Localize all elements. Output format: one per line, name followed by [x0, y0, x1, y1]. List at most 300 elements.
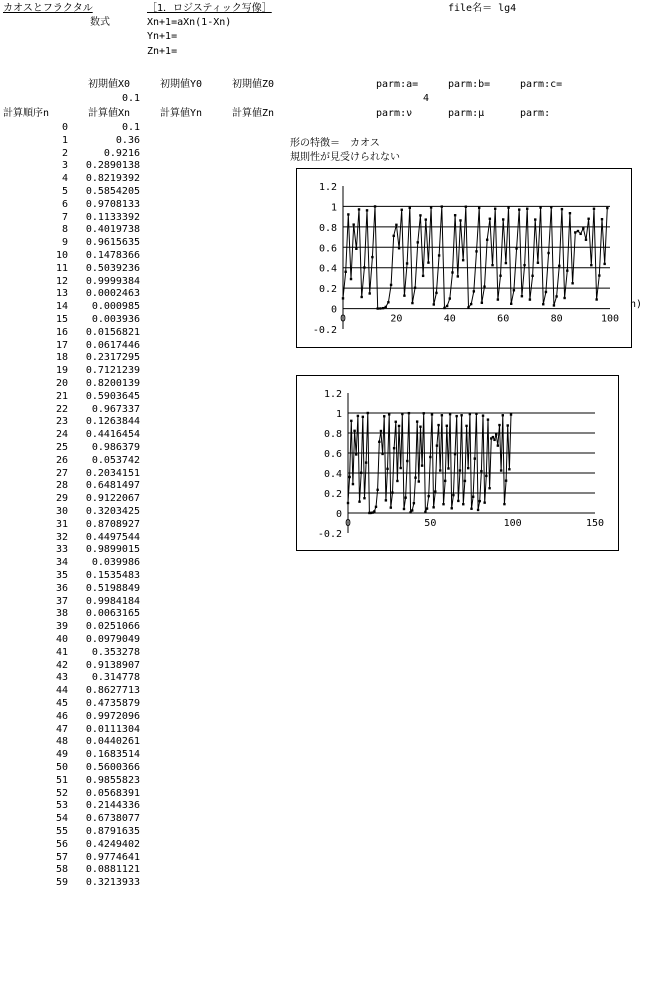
table-row — [0, 148, 145, 161]
data-point — [352, 483, 354, 485]
table-row — [0, 749, 145, 762]
data-point — [376, 489, 378, 491]
col-calc-y-header: 計算値Yn — [160, 108, 203, 119]
table-row — [0, 775, 145, 788]
row-value-xn[interactable]: 0.4416454 — [85, 429, 140, 441]
data-point — [585, 239, 587, 241]
data-point — [462, 503, 464, 505]
data-point — [391, 491, 393, 493]
x-tick-label: 0 — [339, 313, 347, 325]
y-tick-label: 0.2 — [318, 284, 337, 296]
table-row — [0, 826, 145, 839]
data-point — [434, 490, 436, 492]
row-value-xn[interactable]: 0.9216 — [103, 147, 140, 159]
data-point — [348, 476, 350, 478]
row-value-xn[interactable]: 0.8708927 — [85, 518, 140, 530]
data-point — [430, 206, 432, 208]
data-point — [529, 298, 531, 300]
data-point — [459, 469, 461, 471]
row-value-xn[interactable]: 0.053742 — [91, 454, 140, 466]
data-point — [467, 467, 469, 469]
row-value-xn[interactable]: 0.36 — [115, 134, 140, 146]
row-value-xn[interactable]: 0.003936 — [91, 314, 140, 325]
data-point — [464, 480, 466, 482]
table-row — [0, 877, 145, 890]
data-point — [451, 507, 453, 509]
data-point — [432, 506, 434, 508]
data-point — [424, 511, 426, 513]
data-point — [569, 212, 571, 214]
row-value-xn[interactable]: 0.986379 — [91, 442, 140, 453]
data-point — [379, 307, 381, 309]
data-point — [446, 305, 448, 307]
row-index: 25 — [55, 442, 68, 453]
data-point — [401, 209, 403, 211]
series-line — [348, 413, 511, 513]
row-index: 17 — [55, 339, 68, 351]
row-index: 47 — [55, 723, 68, 735]
data-point — [470, 508, 472, 510]
data-point — [439, 469, 441, 471]
row-index: 55 — [55, 826, 68, 837]
row-value-xn[interactable]: 0.4735879 — [85, 698, 140, 709]
y-tick-label: 1 — [335, 409, 342, 420]
data-point — [547, 252, 549, 254]
row-value-xn[interactable]: 0.8219392 — [85, 173, 140, 185]
data-point — [398, 425, 400, 427]
table-row — [0, 788, 145, 801]
data-point — [477, 509, 479, 511]
data-point — [441, 205, 443, 207]
data-point — [590, 264, 592, 266]
data-point — [452, 494, 454, 496]
data-point — [593, 208, 595, 210]
data-point — [505, 479, 507, 481]
x-tick-label: 100 — [600, 313, 620, 325]
row-value-xn[interactable]: 0.0617446 — [85, 339, 140, 351]
y-tick-label: 1.2 — [318, 182, 337, 193]
row-value-xn[interactable]: 0.5903645 — [85, 390, 140, 402]
row-index: 0 — [61, 122, 68, 133]
row-index: 37 — [55, 595, 68, 607]
y-tick-label: 0 — [330, 304, 337, 316]
row-value-xn[interactable]: 0.3203425 — [85, 506, 140, 517]
table-row — [0, 199, 145, 212]
table-row — [0, 442, 145, 455]
y-tick-label: 0 — [335, 509, 342, 520]
row-value-xn[interactable]: 0.2890138 — [85, 160, 140, 172]
table-row — [0, 352, 145, 365]
data-point — [363, 266, 365, 268]
data-point — [465, 425, 467, 427]
data-point — [437, 424, 439, 426]
data-point — [513, 289, 515, 291]
row-index: 8 — [61, 224, 68, 236]
row-value-xn[interactable]: 0.8791635 — [85, 826, 140, 837]
row-value-xn[interactable]: 0.1 — [121, 122, 140, 133]
chart-1-overflow-label: n) — [630, 299, 643, 310]
data-point — [473, 290, 475, 292]
data-point — [385, 306, 387, 308]
row-value-xn[interactable]: 0.5600366 — [85, 762, 140, 773]
row-index: 44 — [55, 685, 68, 697]
data-point — [574, 231, 576, 233]
data-point — [413, 502, 415, 504]
data-point — [531, 275, 533, 277]
row-value-xn[interactable]: 0.5039236 — [85, 262, 140, 274]
row-value-xn[interactable]: 0.8200139 — [85, 378, 140, 389]
row-index: 19 — [55, 365, 68, 377]
row-value-xn[interactable]: 0.0440261 — [85, 736, 140, 748]
row-value-xn[interactable]: 0.1263844 — [85, 416, 140, 428]
data-point — [427, 261, 429, 263]
table-row — [0, 596, 145, 609]
data-point — [577, 230, 579, 232]
y-tick-label: 0.4 — [323, 469, 342, 480]
data-point — [478, 207, 480, 209]
init-z-label: 初期値Z0 — [232, 79, 275, 90]
section-title: ［1．ロジスティック写像］ — [147, 3, 272, 14]
row-value-xn[interactable]: 0.1478366 — [85, 250, 140, 261]
data-point — [469, 413, 471, 415]
table-row — [0, 314, 145, 327]
data-point — [483, 501, 485, 503]
data-point — [555, 295, 557, 297]
row-index: 42 — [55, 659, 68, 671]
data-point — [457, 275, 459, 277]
row-index: 49 — [55, 749, 68, 761]
row-index: 57 — [55, 851, 68, 863]
parm-mu-label: parm:μ — [448, 108, 485, 119]
table-row — [0, 506, 145, 519]
data-point — [493, 439, 495, 441]
y-tick-label: 0.8 — [323, 429, 342, 440]
data-point — [423, 412, 425, 414]
data-point — [383, 415, 385, 417]
data-point — [563, 297, 565, 299]
data-point — [393, 235, 395, 237]
table-row — [0, 519, 145, 532]
table-row — [0, 813, 145, 826]
data-point — [355, 453, 357, 455]
row-value-xn[interactable]: 0.9855823 — [85, 774, 140, 786]
file-name-label: file名＝ lg4 — [448, 3, 517, 14]
y-tick-label: 0.2 — [323, 489, 342, 500]
table-row — [0, 288, 145, 301]
data-point — [429, 456, 431, 458]
row-index: 27 — [55, 467, 68, 479]
row-index: 53 — [55, 800, 68, 812]
parm-a-value[interactable]: 4 — [423, 93, 430, 104]
data-point — [497, 444, 499, 446]
x-tick-label: 80 — [550, 313, 563, 325]
row-value-xn[interactable]: 0.2144336 — [85, 800, 140, 812]
row-value-xn[interactable]: 0.9615635 — [85, 237, 140, 249]
row-index: 56 — [55, 838, 68, 850]
data-point — [601, 218, 603, 220]
data-point — [474, 457, 476, 459]
row-value-xn[interactable]: 0.967337 — [91, 403, 140, 415]
y-tick-label: -0.2 — [312, 325, 337, 336]
data-point — [357, 415, 359, 417]
row-index: 40 — [55, 634, 68, 645]
table-row — [0, 250, 145, 263]
row-value-xn[interactable]: 0.1133392 — [85, 211, 140, 223]
row-index: 6 — [61, 198, 68, 210]
row-value-xn[interactable]: 0.0002463 — [85, 288, 140, 300]
table-row — [0, 455, 145, 468]
row-value-xn[interactable]: 0.1683514 — [85, 749, 140, 761]
table-row — [0, 583, 145, 596]
data-point — [385, 499, 387, 501]
x-tick-label: 50 — [424, 518, 437, 529]
data-point — [553, 304, 555, 306]
data-point — [587, 218, 589, 220]
table-row — [0, 711, 145, 724]
data-point — [388, 413, 390, 415]
data-point — [390, 284, 392, 286]
table-row — [0, 173, 145, 186]
row-value-xn[interactable]: 0.9999384 — [85, 275, 140, 287]
parm-c-label: parm:c= — [520, 79, 563, 90]
row-index: 1 — [61, 134, 68, 146]
data-point — [380, 430, 382, 432]
row-value-xn[interactable]: 0.1535483 — [85, 570, 140, 581]
formula-x: Xn+1=aXn(1-Xn) — [147, 17, 232, 28]
formula-label: 数式 — [90, 17, 110, 28]
data-point — [499, 275, 501, 277]
data-point — [595, 298, 597, 300]
table-row — [0, 698, 145, 711]
data-point — [404, 496, 406, 498]
row-index: 32 — [55, 531, 68, 543]
formula-z: Zn+1= — [147, 46, 178, 57]
row-value-xn[interactable]: 0.0568391 — [85, 787, 140, 799]
table-row — [0, 237, 145, 250]
data-point — [378, 441, 380, 443]
data-point — [521, 295, 523, 297]
data-point — [603, 263, 605, 265]
row-index: 50 — [55, 762, 68, 773]
data-point — [403, 294, 405, 296]
row-value-xn[interactable]: 0.4497544 — [85, 531, 140, 543]
row-index: 45 — [55, 698, 68, 709]
data-point — [526, 208, 528, 210]
data-point — [479, 500, 481, 502]
data-point — [475, 250, 477, 252]
data-point — [438, 254, 440, 256]
data-point — [566, 269, 568, 271]
row-value-xn[interactable]: 0.0881121 — [85, 864, 140, 876]
y-tick-label: 1.2 — [323, 389, 342, 400]
table-row — [0, 672, 145, 685]
data-point — [518, 208, 520, 210]
data-point — [500, 469, 502, 471]
row-value-xn[interactable]: 0.000985 — [91, 301, 140, 313]
table-row — [0, 634, 145, 647]
data-point — [502, 414, 504, 416]
row-index: 31 — [55, 518, 68, 530]
row-value-xn[interactable]: 0.9708133 — [85, 198, 140, 210]
series-line — [343, 206, 607, 308]
row-value-xn[interactable]: 0.0979049 — [85, 634, 140, 645]
table-row — [0, 276, 145, 289]
row-index: 4 — [61, 173, 68, 185]
chart-1-svg — [297, 169, 631, 347]
init-x-value[interactable]: 0.1 — [121, 93, 140, 104]
data-point — [491, 264, 493, 266]
table-row — [0, 762, 145, 775]
chart-xn-1[interactable] — [296, 168, 632, 348]
data-point — [507, 424, 509, 426]
y-tick-label: 0.4 — [318, 263, 337, 275]
data-point — [416, 420, 418, 422]
row-index: 16 — [55, 326, 68, 338]
table-row — [0, 864, 145, 877]
data-point — [459, 219, 461, 221]
data-point — [505, 262, 507, 264]
row-value-xn[interactable]: 0.0063165 — [85, 608, 140, 620]
row-value-xn[interactable]: 0.9774641 — [85, 851, 140, 863]
data-point — [411, 302, 413, 304]
row-value-xn[interactable]: 0.4249402 — [85, 838, 140, 850]
row-value-xn[interactable]: 0.9972096 — [85, 710, 140, 722]
data-point — [441, 414, 443, 416]
data-point — [497, 298, 499, 300]
x-tick-label: 20 — [390, 313, 403, 325]
data-point — [534, 218, 536, 220]
row-index: 48 — [55, 736, 68, 748]
data-point — [374, 205, 376, 207]
data-point — [598, 274, 600, 276]
data-point — [393, 447, 395, 449]
data-point — [454, 214, 456, 216]
row-index: 38 — [55, 608, 68, 620]
table-row — [0, 301, 145, 314]
data-point — [347, 502, 349, 504]
row-value-xn[interactable]: 0.314778 — [91, 672, 140, 684]
data-point — [495, 433, 497, 435]
data-point — [365, 461, 367, 463]
row-index: 12 — [55, 275, 68, 287]
table-row — [0, 429, 145, 442]
data-point — [443, 307, 445, 309]
y-tick-label: -0.2 — [317, 529, 342, 540]
x-tick-label: 150 — [585, 518, 605, 529]
row-index: 46 — [55, 710, 68, 722]
table-row — [0, 736, 145, 749]
row-value-xn[interactable]: 0.0111304 — [85, 723, 140, 735]
x-tick-label: 60 — [497, 313, 510, 325]
data-point — [446, 425, 448, 427]
row-value-xn[interactable]: 0.9984184 — [85, 595, 140, 607]
data-point — [398, 247, 400, 249]
data-point — [363, 497, 365, 499]
row-value-xn[interactable]: 0.3213933 — [85, 877, 140, 889]
row-value-xn[interactable]: 0.9122067 — [85, 493, 140, 505]
table-row — [0, 608, 145, 621]
data-point — [353, 430, 355, 432]
init-y-label: 初期値Y0 — [160, 79, 203, 90]
row-value-xn[interactable]: 0.0251066 — [85, 621, 140, 633]
row-value-xn[interactable]: 0.353278 — [91, 646, 140, 658]
data-point — [472, 496, 474, 498]
row-value-xn[interactable]: 0.9138907 — [85, 659, 140, 671]
data-point — [366, 209, 368, 211]
data-point — [485, 475, 487, 477]
table-row — [0, 557, 145, 570]
data-point — [409, 207, 411, 209]
init-x-label: 初期値X0 — [88, 79, 131, 90]
row-index: 43 — [55, 672, 68, 684]
row-value-xn[interactable]: 0.9899015 — [85, 544, 140, 556]
data-point — [344, 271, 346, 273]
data-point — [352, 223, 354, 225]
row-value-xn[interactable]: 0.039986 — [91, 557, 140, 569]
row-value-xn[interactable]: 0.0156821 — [85, 326, 140, 338]
data-point — [537, 262, 539, 264]
chart-2-svg — [297, 376, 618, 550]
data-point — [362, 416, 364, 418]
row-value-xn[interactable]: 0.2317295 — [85, 352, 140, 364]
data-point — [408, 412, 410, 414]
table-row — [0, 365, 145, 378]
data-point — [449, 413, 451, 415]
data-point — [550, 206, 552, 208]
data-point — [558, 265, 560, 267]
row-index: 30 — [55, 506, 68, 517]
data-point — [377, 307, 379, 309]
row-value-xn[interactable]: 0.5854205 — [85, 186, 140, 197]
row-value-xn[interactable]: 0.2034151 — [85, 467, 140, 479]
data-point — [421, 464, 423, 466]
data-point — [492, 436, 494, 438]
data-point — [498, 424, 500, 426]
row-value-xn[interactable]: 0.5198849 — [85, 582, 140, 594]
row-value-xn[interactable]: 0.4019738 — [85, 224, 140, 236]
table-row — [0, 122, 145, 135]
row-value-xn[interactable]: 0.6738077 — [85, 813, 140, 825]
data-point — [381, 453, 383, 455]
data-point — [373, 510, 375, 512]
parm-b-label: parm:b= — [448, 79, 491, 90]
data-point — [358, 208, 360, 210]
row-value-xn[interactable]: 0.8627713 — [85, 685, 140, 697]
row-index: 26 — [55, 454, 68, 466]
row-index: 11 — [55, 262, 68, 274]
table-row — [0, 480, 145, 493]
data-point — [347, 213, 349, 215]
feature-note: 規則性が見受けられない — [290, 152, 400, 163]
row-value-xn[interactable]: 0.6481497 — [85, 480, 140, 492]
data-point — [350, 420, 352, 422]
row-index: 2 — [61, 147, 68, 159]
data-point — [442, 503, 444, 505]
chart-xn-2[interactable] — [296, 375, 619, 551]
data-point — [414, 287, 416, 289]
data-point — [422, 275, 424, 277]
data-point — [486, 239, 488, 241]
data-point — [481, 302, 483, 304]
table-row — [0, 660, 145, 673]
table-row — [0, 378, 145, 391]
data-point — [571, 282, 573, 284]
row-value-xn[interactable]: 0.7121239 — [85, 365, 140, 377]
data-point — [418, 480, 420, 482]
row-index: 36 — [55, 582, 68, 594]
data-point — [510, 413, 512, 415]
row-index: 34 — [55, 557, 68, 569]
